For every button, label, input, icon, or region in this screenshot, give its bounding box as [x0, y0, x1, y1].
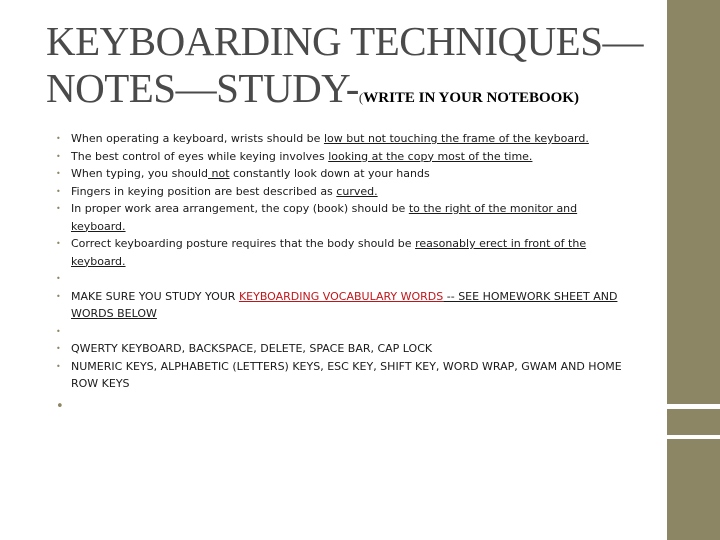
underlined-answer: looking at the copy most of the time.: [328, 149, 533, 163]
bullet-text: The best control of eyes while keying involves: [71, 149, 329, 163]
vocab-item-2: • NUMERIC KEYS, ALPHABETIC (LETTERS) KEYS, ESC KEY, SHIFT KEY, WORD WRAP, GWAM AND HOME ROW KEYS: [56, 358, 631, 393]
study-text-tail: -- SEE HOMEWORK SHEET AND WORDS BELOW: [71, 289, 618, 320]
bullet-text: When operating a keyboard, wrists should be: [71, 132, 324, 145]
decorative-band-middle: [667, 409, 720, 435]
underlined-answer: not: [208, 167, 230, 180]
empty-bullet: [56, 270, 631, 288]
bullet-text-tail: constantly look down at your hands: [229, 167, 430, 180]
title-line-2-text: NOTES—STUDY-: [46, 65, 359, 111]
underlined-answer: low but not touching the frame of the keyboard.: [323, 132, 589, 145]
title-line-1: KEYBOARDING TECHNIQUES—: [46, 18, 644, 64]
title-line-2: [46, 65, 666, 122]
decorative-band-top: [667, 0, 720, 404]
bullet-text: Correct keyboarding posture requires that the body should be: [71, 237, 416, 250]
title-subtitle: WRITE IN YOUR NOTEBOOK): [363, 90, 579, 106]
empty-bullet-large: [56, 401, 631, 419]
study-text: MAKE SURE YOU STUDY YOUR: [71, 289, 239, 303]
bullet-text: When typing, you should: [71, 167, 209, 180]
bullet-item-1: [56, 130, 631, 148]
empty-bullet: [56, 323, 631, 341]
underlined-answer: to the right of the monitor and keyboard.: [71, 202, 578, 233]
underlined-answer: curved.: [336, 184, 378, 198]
bullet-text: In proper work area arrangement, the copy (book) should be: [71, 202, 409, 215]
spacer: [56, 393, 631, 401]
decorative-band-bottom: [667, 439, 720, 540]
vocabulary-highlight: KEYBOARDING VOCABULARY WORDS: [238, 289, 444, 303]
bullet-item-2: [56, 148, 631, 166]
bullet-item-4: [56, 183, 631, 201]
bullet-item-3: [56, 165, 631, 183]
title-paren: (: [358, 90, 364, 105]
bullet-list: [56, 130, 631, 418]
bullet-item-5: [56, 200, 631, 235]
slide-title: [46, 18, 666, 122]
underlined-answer: reasonably erect in front of the keyboard.: [71, 237, 587, 268]
study-reminder: [56, 288, 631, 323]
bullet-text: Fingers in keying position are best described as: [71, 184, 337, 198]
bullet-item-6: [56, 235, 631, 270]
vocab-item-1: • QWERTY KEYBOARD, BACKSPACE, DELETE, SPACE BAR, CAP LOCK: [56, 340, 631, 358]
